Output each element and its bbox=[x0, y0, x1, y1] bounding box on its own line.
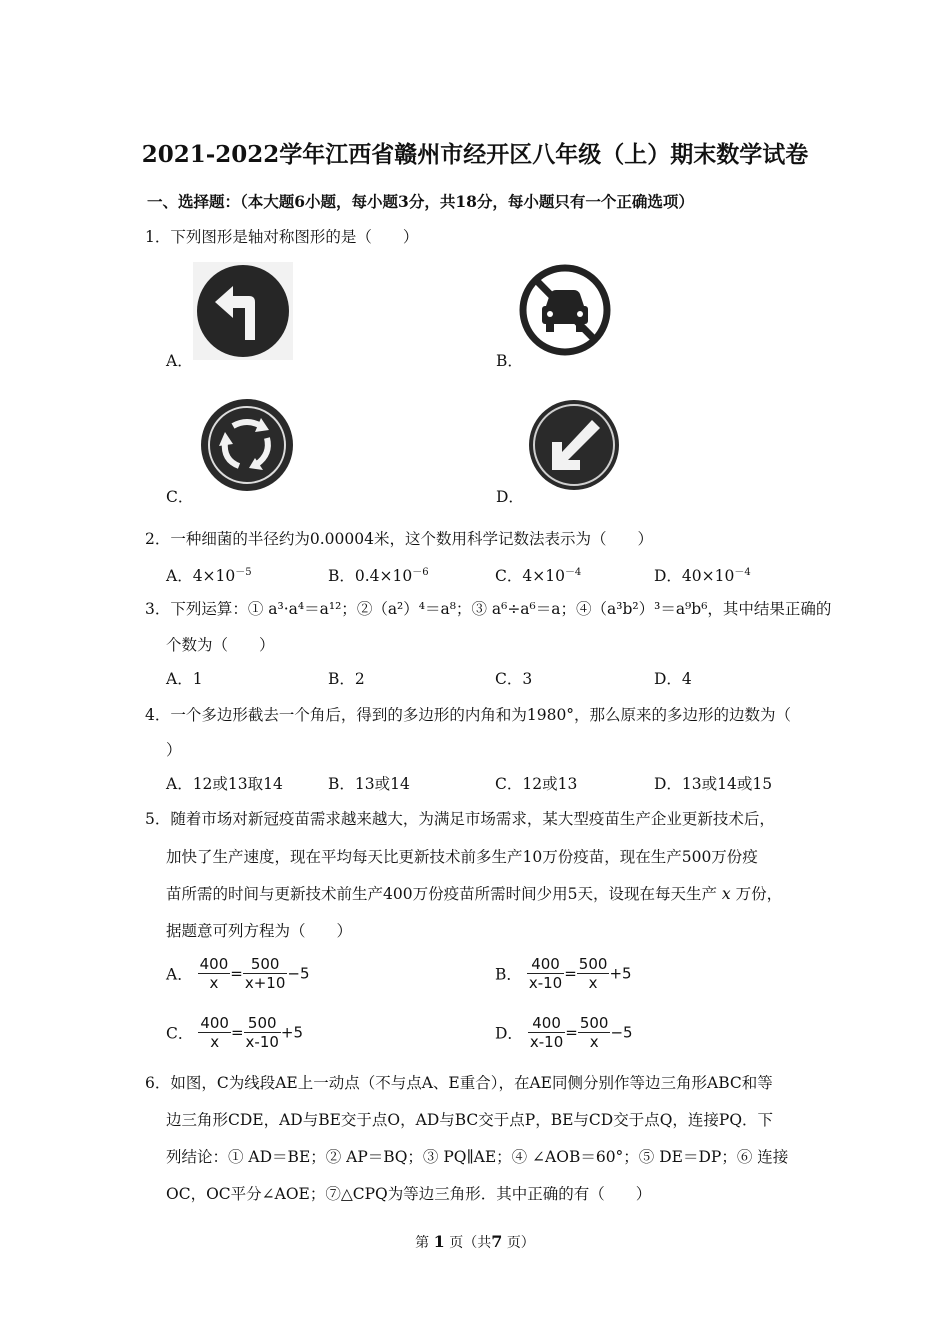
roundabout-sign-icon bbox=[195, 396, 299, 498]
diagonal-arrow-sign-icon bbox=[524, 396, 624, 498]
question-5-line-3: 苗所需的时间与更新技术前生产400万份疫苗所需时间少用5天，设现在每天生产 x 万份， bbox=[166, 885, 783, 903]
question-5-line-4: 据题意可列方程为（ ） bbox=[166, 922, 353, 940]
q2-option-c: C．$4\times 10^{-4}$ bbox=[495, 567, 582, 586]
q5-option-c: C． $\frac{400}{x}$ = $\frac{500}{x-10}$ +5 bbox=[166, 1014, 304, 1051]
question-4-stem-2: ） bbox=[166, 741, 182, 759]
page-footer: 第 1 页（共7 页） bbox=[415, 1232, 535, 1251]
q4-option-a: A．12或13取14 bbox=[166, 775, 283, 793]
q4-option-b: B．13或14 bbox=[328, 775, 410, 793]
option-b-label: B． bbox=[496, 352, 523, 370]
left-turn-sign-icon bbox=[193, 262, 293, 364]
q2-option-b: B．$0.4\times 10^{-6}$ bbox=[328, 567, 429, 586]
q4-option-d: D．13或14或15 bbox=[654, 775, 773, 793]
question-5-line-1: 5．随着市场对新冠疫苗需求越来越大，为满足市场需求，某大型疫苗生产企业更新技术后， bbox=[145, 810, 775, 828]
q5-option-a: A． $\frac{400}{x}$ = $\frac{500}{x+10}$ −5 bbox=[166, 955, 310, 992]
q3-option-c: C．3 bbox=[495, 670, 533, 688]
q3-option-a: A．1 bbox=[166, 670, 203, 688]
question-4-stem: 4．一个多边形截去一个角后，得到的多边形的内角和为1980°，那么原来的多边形的边数为（ bbox=[145, 706, 792, 724]
q5-option-b: B． $\frac{400}{x-10}$ = $\frac{500}{x}$ +5 bbox=[495, 955, 632, 992]
question-6-line-3: 列结论：① AD＝BE；② AP＝BQ；③ PQ∥AE；④ ∠AOB＝60°；⑤ DE＝DP；⑥ 连接 bbox=[166, 1148, 789, 1166]
option-c-label: C． bbox=[166, 488, 194, 506]
q5-option-d: D． $\frac{400}{x-10}$ = $\frac{500}{x}$ −5 bbox=[495, 1014, 633, 1051]
q2-option-d: D．$40\times 10^{-4}$ bbox=[654, 567, 751, 586]
option-d-label: D． bbox=[496, 488, 524, 506]
question-1-stem: 1．下列图形是轴对称图形的是（ ） bbox=[145, 228, 419, 246]
question-6-line-2: 边三角形CDE，AD与BE交于点O，AD与BC交于点P，BE与CD交于点Q，连接PQ．下 bbox=[166, 1111, 774, 1129]
question-3-stem-2: 个数为（ ） bbox=[166, 636, 275, 654]
q3-option-b: B．2 bbox=[328, 670, 365, 688]
question-3-stem: 3．下列运算：① a³·a⁴＝a¹²；②（a²）⁴＝a⁸；③ a⁶÷a⁶＝a；④（a³b²）³＝a⁹b⁶，其中结果正确的 bbox=[145, 600, 832, 618]
no-cars-sign-icon bbox=[518, 262, 612, 362]
section-heading: 一、选择题：（本大题6小题，每小题3分，共18分，每小题只有一个正确选项） bbox=[147, 192, 694, 211]
q4-option-c: C．12或13 bbox=[495, 775, 578, 793]
question-2-stem: 2．一种细菌的半径约为0.00004米，这个数用科学记数法表示为（ ） bbox=[145, 530, 653, 548]
page-title: 2021-2022学年江西省赣州市经开区八年级（上）期末数学试卷 bbox=[141, 141, 809, 168]
question-5-line-2: 加快了生产速度，现在平均每天比更新技术前多生产10万份疫苗，现在生产500万份疫 bbox=[166, 848, 758, 866]
option-a-label: A． bbox=[166, 352, 193, 370]
question-6-line-1: 6．如图，C为线段AE上一动点（不与点A、E重合），在AE同侧分别作等边三角形ABC和等 bbox=[145, 1074, 773, 1092]
q3-option-d: D．4 bbox=[654, 670, 692, 688]
q2-option-a: A．$4\times 10^{-5}$ bbox=[166, 567, 252, 586]
question-6-line-4: OC，OC平分∠AOE；⑦△CPQ为等边三角形．其中正确的有（ ） bbox=[166, 1185, 652, 1203]
